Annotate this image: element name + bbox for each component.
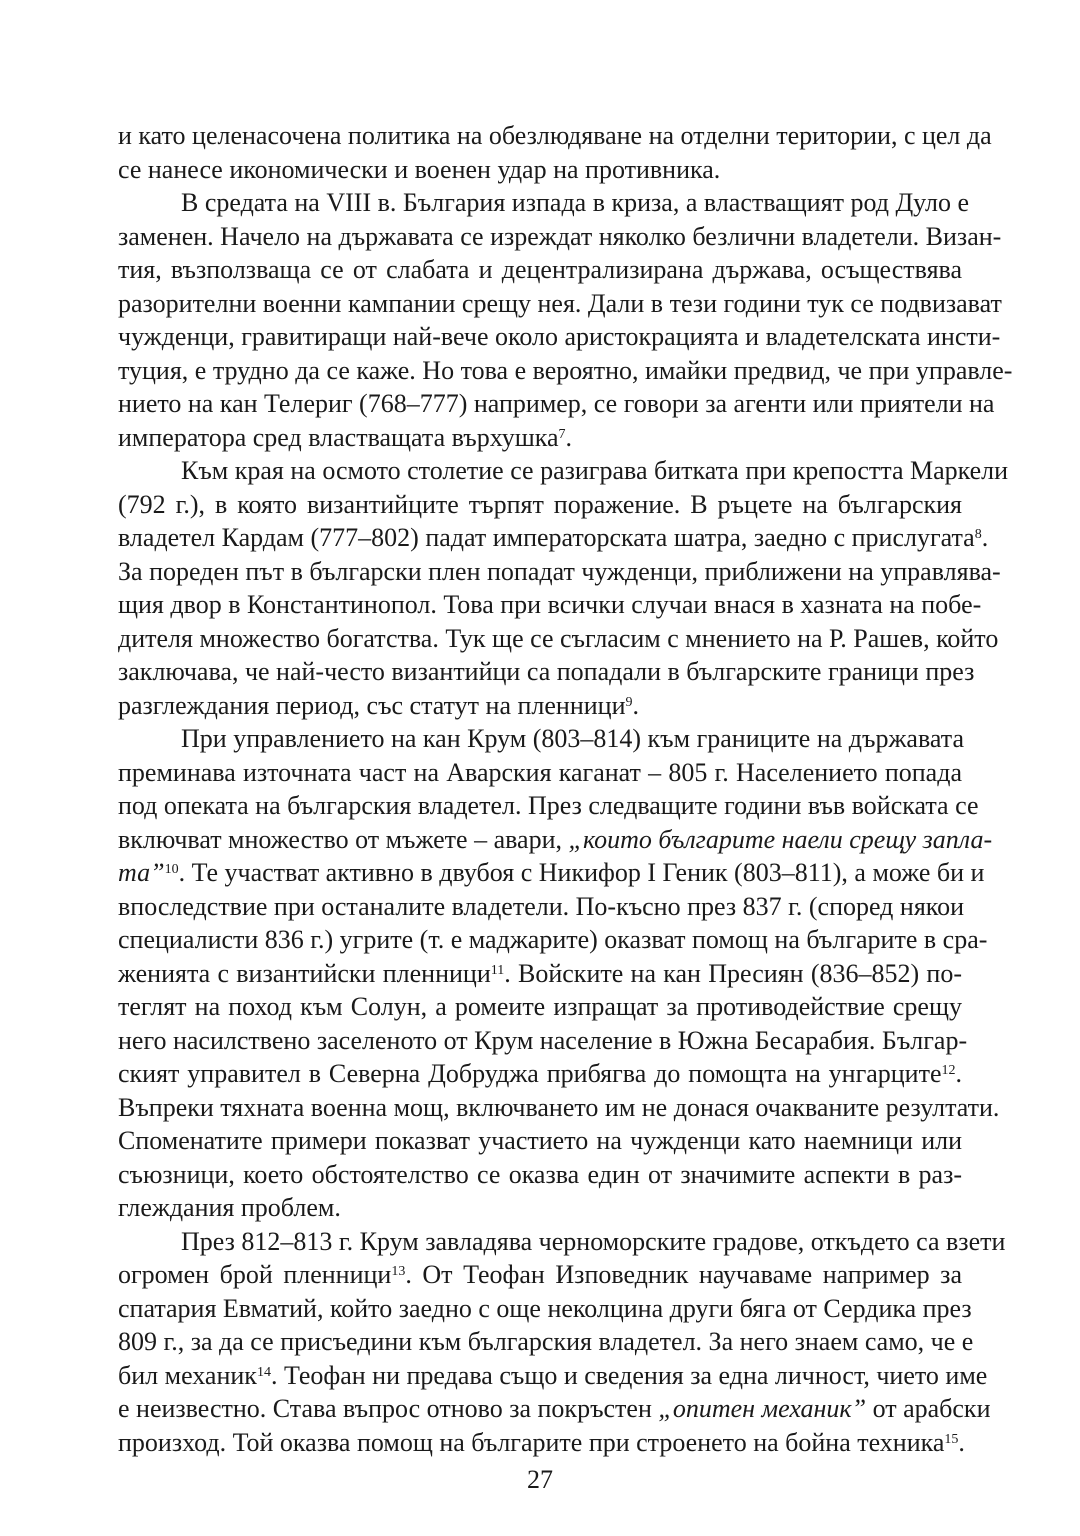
body-text	[118, 119, 1013, 1459]
text-line: дителя множество богатства. Тук ще се съгласим с мнението на Р. Рашев, който	[118, 623, 999, 653]
italic-quote: „опитен механик”	[658, 1394, 867, 1423]
page-number: 27	[527, 1465, 553, 1494]
text-line: е неизвестно. Става въпрос отново за покръстен „опитен механик” от арабски	[118, 1394, 991, 1423]
paragraph	[118, 454, 1009, 722]
text-line: За пореден път в български плен попадат чужденци, приближени на управлява-	[118, 556, 1001, 586]
paragraph	[118, 1225, 1006, 1460]
text-line: заменен. Начело на държавата се изреждат няколко безлични владетели. Визан-	[118, 221, 1002, 251]
text-line: 809 г., за да се присъедини към българския владетел. За него знаем само, че е	[118, 1327, 974, 1356]
text-line: щия двор в Константинопол. Това при всички случаи внася в хазната на побе-	[118, 590, 982, 619]
paragraph	[118, 119, 992, 186]
text-line: В средата на VIII в. България изпада в криза, а властващият род Дуло е	[181, 188, 970, 217]
text-line: При управлението на кан Крум (803–814) към границите на държавата	[181, 724, 964, 753]
text-line: императора сред властващата върхушка$^7$.	[118, 422, 573, 452]
footnote-ref: 9	[625, 694, 633, 710]
footnote-ref: 10	[164, 862, 179, 877]
italic-quote: „които българите наели срещу запла-	[568, 824, 993, 854]
text-line: Споменатите примери показват участието на чужденци като наемници или	[118, 1126, 962, 1155]
text-line: През 812–813 г. Крум завладява черноморските градове, откъдето са взети	[181, 1226, 1006, 1256]
paragraph	[118, 722, 1000, 1225]
text-line: спатария Евматий, който заедно с още неколцина други бяга от Сердика през	[118, 1293, 972, 1323]
text-line: се нанесе икономически и военен удар на противника.	[118, 154, 721, 184]
text-line: женията с византийски пленници$^{11}$. Войските на кан Пресиян (836–852) по-	[118, 958, 962, 988]
text-line: специалисти 836 г.) угрите (т. е маджарите) оказват помощ на българите в сра-	[118, 925, 988, 954]
text-line: чужденци, гравитиращи най-вече около аристокрацията и владетелската инсти-	[118, 322, 1001, 351]
text-line: ският управител в Северна Добруджа прибягва до помощта на унгарците$^{12}$.	[118, 1059, 962, 1088]
text-line: впоследствие при останалите владетели. По-късно през 837 г. (според някои	[118, 891, 965, 921]
footnote-ref: 13	[391, 1264, 406, 1279]
text-line: та”$^{10}$. Те участват активно в двубоя с Никифор І Геник (803–811), а може би и	[118, 858, 985, 887]
text-line: глеждания проблем.	[118, 1193, 341, 1222]
text-line: владетел Кардам (777–802) падат императорската шатра, заедно с прислугата$^8$.	[118, 523, 989, 552]
text-line: туция, е трудно да се каже. Но това е вероятно, имайки предвид, че при управле-	[118, 355, 1013, 385]
text-line: бил механик$^{14}$. Теофан ни предава също и сведения за една личност, чието име	[118, 1360, 988, 1390]
italic-quote: та”	[118, 858, 165, 887]
text-line: тия, възползваща се от слабата и децентрализирана държава, осъществява	[118, 255, 962, 284]
text-line: нието на кан Телериг (768–777) например, се говори за агенти или приятели на	[118, 389, 995, 418]
footnote-ref: 8	[974, 527, 982, 542]
text-line: Към края на осмото столетие се разиграва битката при крепостта Маркели	[181, 456, 1009, 485]
footnote-ref: 12	[941, 1063, 956, 1078]
text-line: включват множество от мъжете – авари, „които българите наели срещу запла-	[118, 824, 993, 854]
text-line: съюзници, което обстоятелство се оказва един от значимите аспекти в раз-	[118, 1159, 962, 1189]
footnote-ref: 15	[944, 1431, 959, 1447]
footnote-ref: 11	[490, 962, 505, 978]
text-line: (792 г.), в която византийците търпят поражение. В ръцете на българския	[118, 489, 962, 519]
text-line: и като целенасочена политика на обезлюдяване на отделни територии, с цел да	[118, 121, 992, 150]
text-line: под опеката на българския владетел. През следващите години във войската се	[118, 791, 979, 820]
text-line: огромен брой пленници$^{13}$. От Теофан Изповедник научаваме например за	[118, 1260, 962, 1289]
text-line: теглят на поход към Солун, а ромеите изпращат за противодействие срещу	[118, 992, 962, 1021]
footnote-ref: 7	[558, 426, 566, 442]
text-line: него насилствено заселеното от Крум население в Южна Бесарабия. Българ-	[118, 1025, 968, 1055]
text-line: произход. Той оказва помощ на българите при строенето на бойна техника$^{15}$.	[118, 1427, 965, 1457]
text-line: заключава, че най-често византийци са попадали в българските граници през	[118, 657, 975, 686]
text-line: разорителни военни кампании срещу нея. Дали в тези години тук се подвизават	[118, 288, 1002, 318]
text-line: разглеждания период, със статут на пленници$^9$.	[118, 690, 639, 720]
text-line: преминава източната част на Аварския каганат – 805 г. Населението попада	[118, 757, 962, 787]
text-line: Въпреки тяхната военна мощ, включването им не донася очакваните резултати.	[118, 1092, 1000, 1122]
footnote-ref: 14	[256, 1364, 271, 1380]
paragraph	[118, 186, 1013, 454]
